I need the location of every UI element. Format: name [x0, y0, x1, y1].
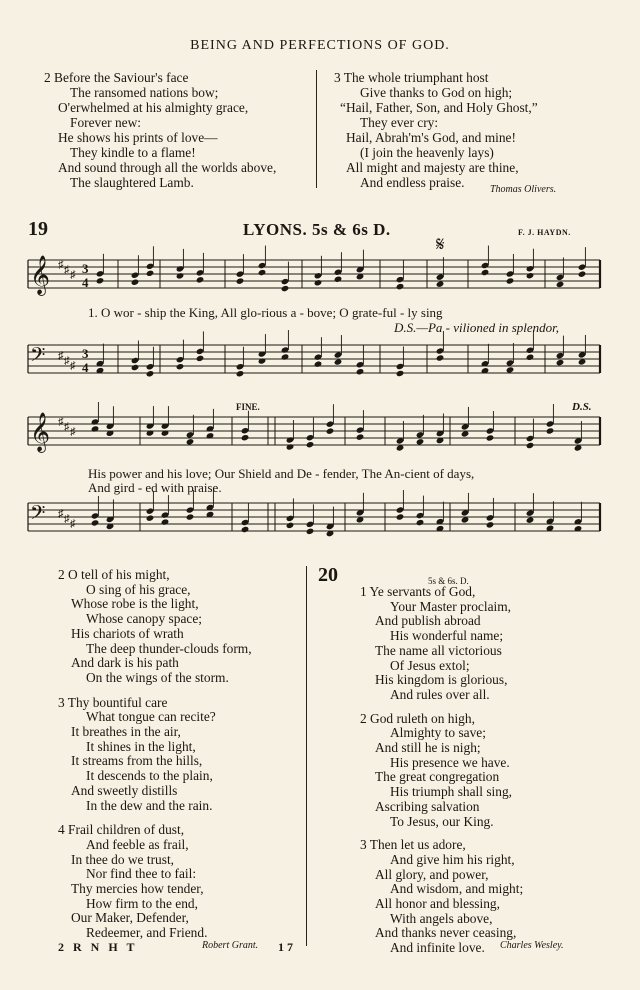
verse-line: Give thanks to God on high;	[360, 85, 513, 100]
verse-line: O'erwhelmed at his almighty grace,	[58, 100, 249, 115]
verse-line: 1 Ye servants of God,	[360, 584, 476, 599]
svg-text:♯: ♯	[58, 508, 64, 520]
verse-line: Nor find thee to fail:	[86, 866, 197, 882]
verse-line: And dark is his path	[71, 655, 179, 671]
verse-line: His presence we have.	[390, 754, 510, 770]
verse-line: And still he is nigh;	[375, 740, 481, 755]
verse-line: To Jesus, our King.	[390, 813, 494, 829]
verse-line: Your Master proclaim,	[390, 598, 511, 614]
lyrics-line-2b: And gird - ed with praise.	[88, 480, 222, 495]
verse-line: Ascribing salvation	[375, 798, 480, 814]
verse-line: And publish abroad	[375, 613, 481, 629]
hymn-number: 20	[318, 564, 338, 586]
treble-staff-1	[28, 246, 600, 296]
verse-line: And infinite love.	[390, 940, 485, 956]
verse-line: How firm to the end,	[86, 895, 198, 911]
verse-line: All honor and blessing,	[375, 896, 500, 911]
svg-text:♯: ♯	[70, 360, 76, 372]
svg-text:♯: ♯	[64, 421, 70, 433]
verse-line: Forever new:	[70, 115, 142, 130]
verse-line: The name all victorious	[375, 642, 502, 658]
verse-line: The ransomed nations bow;	[70, 85, 219, 100]
bass-staff-1	[28, 330, 600, 377]
verse-line: His chariots of wrath	[71, 625, 184, 641]
verse-line: And feeble as frail,	[86, 836, 189, 852]
svg-text:𝄢: 𝄢	[30, 501, 46, 529]
segno-sign: 𝄋	[436, 234, 445, 256]
verse-line: Almighty to save;	[390, 725, 486, 741]
treble-staff-2	[28, 402, 600, 453]
verse-line: Whose robe is the light,	[71, 596, 199, 612]
verse-line: 4 Frail children of dust,	[58, 822, 185, 838]
svg-text:♯: ♯	[58, 259, 64, 271]
ds-mark: D.S.	[572, 401, 592, 413]
verse-line: And rules over all.	[390, 686, 490, 702]
verse-line: (I join the heavenly lays)	[360, 145, 494, 160]
verse-line: “Hail, Father, Son, and Holy Ghost,”	[340, 100, 538, 115]
verse-line: His triumph shall sing,	[390, 784, 513, 800]
svg-text:4: 4	[82, 360, 89, 375]
page-header: BEING AND PERFECTIONS OF GOD.	[190, 38, 450, 53]
svg-text:3: 3	[82, 261, 89, 276]
verse-line: All glory, and power,	[375, 866, 489, 882]
svg-text:♯: ♯	[58, 350, 64, 362]
verse-line: His wonderful name;	[390, 628, 504, 644]
svg-text:♯: ♯	[64, 264, 70, 276]
verse-line: 2 O tell of his might,	[58, 567, 170, 582]
verse-line: All might and majesty are thine,	[346, 160, 519, 175]
lyrics-ds-line: D.S.—Pa - vilioned in splendor,	[394, 320, 560, 335]
verse-line: And endless praise.	[360, 175, 465, 190]
verse-line: Thy mercies how tender,	[71, 881, 204, 896]
verse-line: They kindle to a flame!	[70, 145, 196, 160]
verse-line: And sweetly distills	[71, 782, 178, 798]
svg-text:𝄞: 𝄞	[30, 255, 51, 295]
svg-text:♯: ♯	[64, 513, 70, 525]
verse-line: His kingdom is glorious,	[375, 672, 508, 688]
svg-text:♯: ♯	[64, 355, 70, 367]
svg-text:3: 3	[82, 346, 89, 361]
verse-line: 3 Thy bountiful care	[58, 694, 168, 710]
verse-line: The great congregation	[375, 769, 500, 785]
verse-line: Of Jesus extol;	[390, 657, 470, 673]
verse-line: It shines in the light,	[86, 738, 196, 754]
hymn-number: 19	[28, 218, 48, 240]
verse-line: Hail, Abrah'm's God, and mine!	[346, 130, 516, 145]
verse-line: 2 God ruleth on high,	[360, 710, 475, 726]
verse-line: In thee do we trust,	[71, 851, 175, 867]
svg-text:♯: ♯	[70, 518, 76, 530]
verse-line: With angels above,	[390, 910, 493, 926]
svg-text:4: 4	[82, 275, 89, 290]
svg-text:♯: ♯	[70, 426, 76, 438]
verse-line: On the wings of the storm.	[86, 669, 229, 685]
verse-line: What tongue can recite?	[86, 709, 216, 725]
composer-credit: F. J. HAYDN.	[518, 228, 571, 237]
verse-line: 3 The whole triumphant host	[334, 70, 489, 85]
verse-line: And wisdom, and might;	[390, 881, 524, 897]
meter-label: 5s & 6s. D.	[428, 576, 469, 586]
verse-line: And thanks never ceasing,	[375, 925, 517, 941]
verse-line: Our Maker, Defender,	[71, 910, 189, 926]
svg-text:♯: ♯	[70, 269, 76, 281]
column-divider	[306, 566, 307, 946]
column-divider	[316, 70, 317, 188]
verse-line: He shows his prints of love—	[58, 130, 218, 145]
verse-line: They ever cry:	[360, 115, 439, 130]
verse-line: Redeemer, and Friend.	[86, 925, 208, 941]
svg-text:𝄞: 𝄞	[30, 412, 51, 452]
verse-line: In the dew and the rain.	[86, 797, 213, 813]
fine-mark: FINE.	[236, 402, 260, 412]
verse-line: And give him his right,	[390, 851, 515, 867]
verse-line: The slaughtered Lamb.	[70, 175, 194, 190]
svg-text:𝄢: 𝄢	[30, 343, 46, 371]
verse-line: It breathes in the air,	[71, 724, 181, 739]
svg-text:♯: ♯	[58, 416, 64, 428]
author-credit: Charles Wesley.	[500, 940, 564, 951]
footer-page-mark: 17	[278, 940, 296, 954]
verse-line: 3 Then let us adore,	[360, 837, 466, 853]
footer-signature: 2 R N H T	[58, 940, 138, 954]
verse-line: Whose canopy space;	[86, 611, 203, 627]
verse-line: The deep thunder-clouds form,	[86, 640, 252, 656]
lyrics-line-1: 1. O wor - ship the King, All glo-rious a - bove; O grate-ful - ly sing	[88, 305, 443, 320]
author-credit: Robert Grant.	[202, 940, 259, 951]
verse-line: 2 Before the Saviour's face	[44, 70, 189, 85]
verse-line: It descends to the plain,	[86, 768, 213, 784]
tune-title: LYONS. 5s & 6s D.	[243, 220, 391, 239]
verse-line: O sing of his grace,	[86, 581, 191, 597]
verse-line: And sound through all the worlds above,	[58, 160, 277, 175]
lyrics-line-2: His power and his love; Our Shield and De - fender, The An-cient of days,	[88, 466, 475, 481]
verse-line: It streams from the hills,	[71, 753, 203, 769]
author-credit: Thomas Olivers.	[490, 184, 557, 195]
